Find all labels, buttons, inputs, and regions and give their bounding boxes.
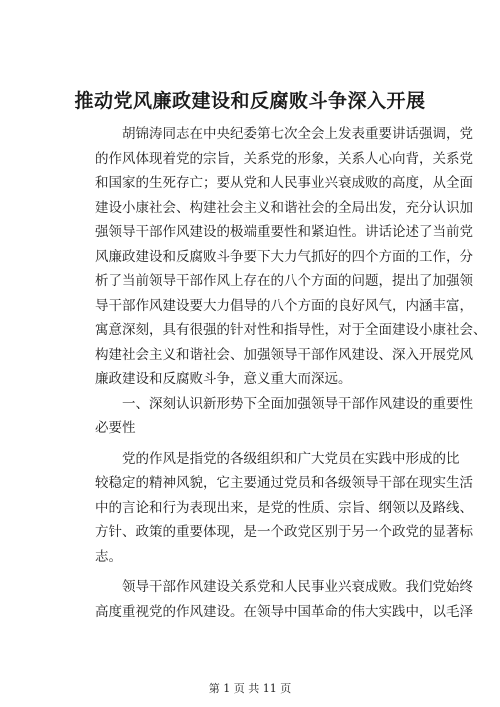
paragraph-3 [95, 447, 473, 570]
paragraph-4 [95, 575, 473, 624]
text-line: 胡锦涛同志在中央纪委第七次全会上发表重要讲话强调，党 [95, 126, 473, 142]
section-heading [95, 392, 473, 441]
page-number-footer: 第 1 页 共 11 页 [208, 682, 292, 695]
text-line: 和国家的生死存亡；要从党和人民事业兴衰成败的高度，从全面 [95, 175, 473, 191]
text-line: 导干部作风建设要大力倡导的八个方面的良好风气，内涵丰富， [95, 297, 473, 314]
text-line: 方针、政策的重要体现，是一个政党区别于另一个政党的显著标 [95, 524, 473, 540]
text-line: 寓意深刻，具有很强的针对性和指导性，对于全面建设小康社会、 [95, 322, 487, 338]
text-line: 领导干部作风建设关系党和人民事业兴衰成败。我们党始终 [95, 579, 473, 595]
text-line: 析了当前领导干部作风上存在的八个方面的问题，提出了加强领 [95, 273, 473, 289]
text-line: 构建社会主义和谐社会、加强领导干部作风建设、深入开展党风 [95, 346, 473, 363]
document-title: 推动党风廉政建设和反腐败斗争深入开展 [74, 90, 426, 112]
text-line: 必要性 [95, 420, 136, 436]
text-line: 廉政建设和反腐败斗争，意义重大而深远。 [95, 371, 352, 387]
text-line: 高度重视党的作风建设。在领导中国革命的伟大实践中，以毛泽 [95, 603, 473, 620]
text-line: 中的言论和行为表现出来，是党的性质、宗旨、纲领以及路线、 [95, 499, 473, 516]
text-line: 党的作风是指党的各级组织和广大党员在实践中形成的比 [95, 450, 460, 467]
text-line: 的作风体现着党的宗旨，关系党的形象，关系人心向背，关系党 [95, 150, 473, 167]
paragraph-1 [95, 122, 487, 392]
text-line: 志。 [95, 548, 122, 565]
text-line: 风廉政建设和反腐败斗争要下大力气抓好的四个方面的工作，分 [95, 248, 473, 265]
text-line: 一、深刻认识新形势下全面加强领导干部作风建设的重要性 [95, 395, 473, 412]
text-line: 强领导干部作风建设的极端重要性和紧迫性。讲话论述了当前党 [95, 224, 473, 240]
document-body [95, 122, 487, 624]
text-line: 建设小康社会、构建社会主义和谐社会的全局出发，充分认识加 [95, 199, 473, 216]
text-line: 较稳定的精神风貌，它主要通过党员和各级领导干部在现实生活 [95, 475, 473, 491]
